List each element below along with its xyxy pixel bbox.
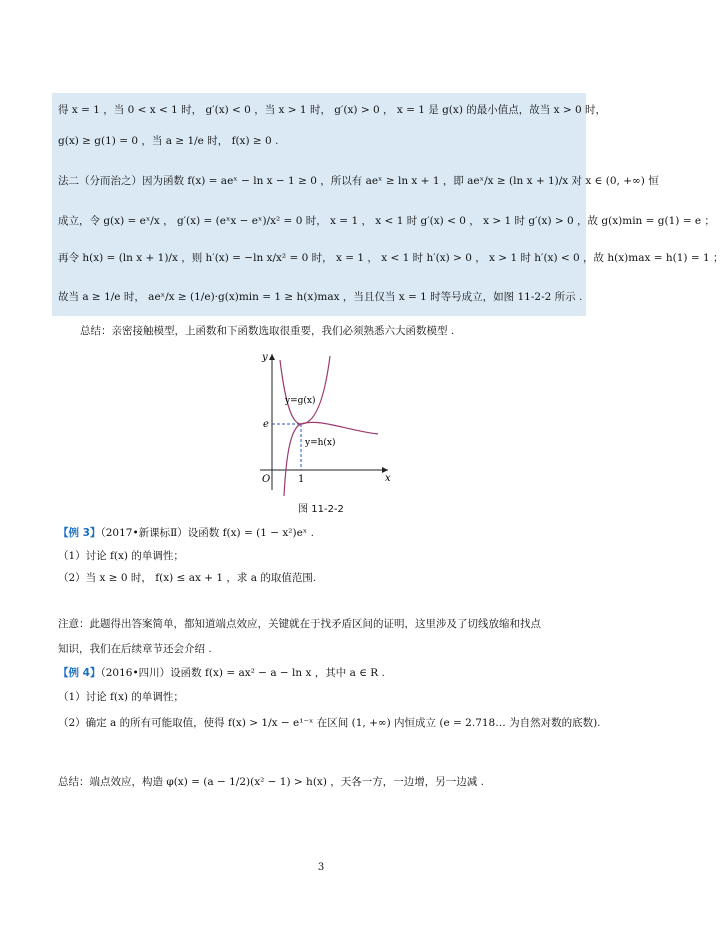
example-3-q1: （1）讨论 f(x) 的单调性； <box>58 550 184 562</box>
solution-line-5: 再令 h(x) = (ln x + 1)/x ，则 h′(x) = −ln x/x² = 0 时， x = 1 ， x < 1 时 h′(x) > 0 ， x > 1 时 h′(x) < 0 ，故 h(x)max = h(1) = 1 ； <box>58 252 724 264</box>
summary-2: 总结：端点效应，构造 φ(x) = (a − 1/2)(x² − 1) > h(x) ，天各一方，一边增，另一边减 . <box>58 776 484 788</box>
solution-line-4: 成立，令 g(x) = eˣ/x ， g′(x) = (eˣx − eˣ)/x² = 0 时， x = 1 ， x < 1 时 g′(x) < 0 ， x > 1 时 g′(x) > 0 ，故 g(x)min = g(1) = e ； <box>58 215 715 227</box>
example-3-text: 设函数 f(x) = (1 − x²)eˣ . <box>187 527 314 539</box>
curve-g <box>280 356 330 424</box>
solution-line-6: 故当 a ≥ 1/e 时， aeˣ/x ≥ (1/e)·g(x)min = 1 ≥ h(x)max ，当且仅当 x = 1 时等号成立，如图 11-2-2 所示 . <box>58 291 583 303</box>
y-axis-arrow-icon <box>269 354 275 360</box>
example-4-source: （2016•四川） <box>100 667 171 679</box>
tick-1-label: 1 <box>298 474 305 485</box>
example-3-source: （2017•新课标Ⅱ） <box>100 527 188 539</box>
note-line-2: 知识，我们在后续章节还会介绍 . <box>58 643 212 655</box>
solution-line-3: 法二（分而治之）因为函数 f(x) = aeˣ − ln x − 1 ≥ 0 ，所以有 aeˣ ≥ ln x + 1 ，即 aeˣ/x ≥ (ln x + 1)/x 对 x ∈ (0, +∞) 恒 <box>58 175 659 187</box>
summary-1: 总结：亲密接触模型，上函数和下函数选取很重要，我们必须熟悉六大函数模型 . <box>80 325 455 337</box>
note-line-1: 注意：此题得出答案简单，都知道端点效应，关键就在于找矛盾区间的证明，这里涉及了切线放缩和找点 <box>58 618 541 630</box>
example-4-q1: （1）讨论 f(x) 的单调性； <box>58 691 184 703</box>
example-3-stem <box>58 526 588 540</box>
origin-label: O <box>262 474 271 485</box>
curve-h-label: y=h(x) <box>305 438 336 448</box>
solution-shaded-block <box>52 93 724 316</box>
curve-g-label: y=g(x) <box>285 396 316 406</box>
example-4-text: 设函数 f(x) = ax² − a − ln x ，其中 a ∈ R . <box>170 667 385 679</box>
page-number: 3 <box>317 862 325 873</box>
example-3-q2: （2）当 x ≥ 0 时， f(x) ≤ ax + 1 ，求 a 的取值范围. <box>58 572 317 584</box>
example-4-stem <box>58 666 588 680</box>
x-axis-label: x <box>385 473 391 484</box>
solution-line-2: g(x) ≥ g(1) = 0 ，当 a ≥ 1/e 时， f(x) ≥ 0 . <box>58 135 279 147</box>
example-4-q2: （2）确定 a 的所有可能取值，使得 f(x) > 1/x − e¹⁻ˣ 在区间 (1, +∞) 内恒成立 (e = 2.718… 为自然对数的底数). <box>58 717 601 729</box>
figure-caption: 图 11-2-2 <box>298 504 344 515</box>
function-graph <box>250 348 400 498</box>
example-4-tag: 【例 4】 <box>58 667 101 679</box>
solution-line-1: 得 x = 1 ，当 0 < x < 1 时， g′(x) < 0 ，当 x > 1 时， g′(x) > 0 ， x = 1 是 g(x) 的最小值点，故当 x > 0 时， <box>58 104 607 116</box>
example-3-tag: 【例 3】 <box>58 527 101 539</box>
tick-e-label: e <box>263 419 269 430</box>
y-axis-label: y <box>262 352 268 363</box>
